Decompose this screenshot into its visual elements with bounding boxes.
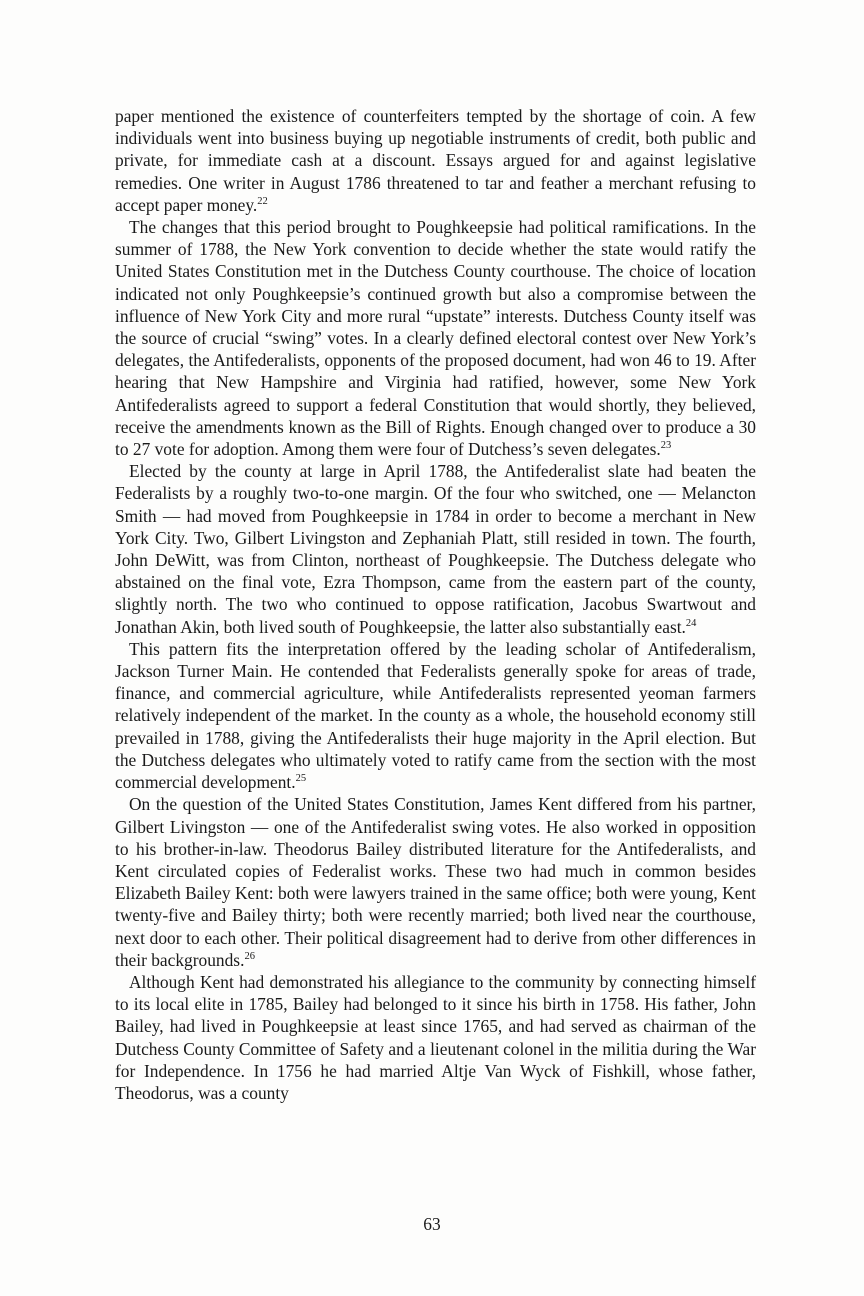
paragraph-text: On the question of the United States Constitution, James Kent differed from his partner, Gilbert Livingston — one of the Antifederalist swing votes. He also worked in opposition to his brother-in-law. Theodorus Bailey distributed literature for the Antifederalists, and Kent circulated copies of Federalist works. These two had much in common besides Elizabeth Bailey Kent: both were lawyers trained in the same office; both were young, Kent twenty-five and Bailey thirty; both were recently married; both lived near the courthouse, next door to each other. Their political disagreement had to derive from other differences in their backgrounds. <box>115 794 756 970</box>
body-text <box>115 105 756 1104</box>
paragraph <box>115 638 756 793</box>
paragraph <box>115 216 756 460</box>
paragraph-text: Although Kent had demonstrated his allegiance to the community by connecting himself to its local elite in 1785, Bailey had belonged to it since his birth in 1758. His father, John Bailey, had lived in Poughkeepsie at least since 1765, and had served as chairman of the Dutchess County Committee of Safety and a lieutenant colonel in the militia during the War for Independence. In 1756 he had married Altje Van Wyck of Fishkill, whose father, Theodorus, was a county <box>115 971 756 1103</box>
footnote-marker: 25 <box>295 773 307 785</box>
paragraph <box>115 793 756 971</box>
footnote-marker: 22 <box>257 196 268 208</box>
footnote-marker: 24 <box>685 617 697 629</box>
page-number: 63 <box>423 1214 441 1234</box>
paragraph <box>115 105 756 216</box>
paragraph-text: Elected by the county at large in April 1788, the Antifederalist slate had beaten the Federalists by a roughly two-to-one margin. Of the four who switched, one — Melancton Smith — had moved from Poughkeepsie in 1784 in order to become a merchant in New York City. Two, Gilbert Livingston and Zephaniah Platt, still resided in town. The fourth, John DeWitt, was from Clinton, northeast of Poughkeepsie. The Dutchess delegate who abstained on the final vote, Ezra Thompson, came from the eastern part of the county, slightly north. The two who continued to oppose ratification, Jacobus Swartwout and Jonathan Akin, both lived south of Poughkeepsie, the latter also substantially east. <box>115 461 756 637</box>
paragraph-text: This pattern fits the interpretation offered by the leading scholar of Antifederalism, Jackson Turner Main. He contended that Federalists generally spoke for areas of trade, finance, and commercial agriculture, while Antifederalists represented yeoman farmers relatively independent of the market. In the county as a whole, the household economy still prevailed in 1788, giving the Antifederalists their huge majority in the April election. But the Dutchess delegates who ultimately voted to ratify came from the section with the most commercial development. <box>115 638 756 793</box>
footnote-marker: 23 <box>660 440 672 452</box>
paragraph-text: The changes that this period brought to Poughkeepsie had political ramifications. In the summer of 1788, the New York convention to decide whether the state would ratify the United States Constitution met in the Dutchess County courthouse. The choice of location indicated not only Poughkeepsie’s continued growth but also a compromise between the influence of New York City and more rural “upstate” interests. Dutchess County itself was the source of crucial “swing” votes. In a clearly defined electoral contest over New York’s delegates, the Antifederalists, opponents of the proposed document, had won 46 to 19. After hearing that New Hampshire and Virginia had ratified, however, some New York Antifederalists agreed to support a federal Constitution that would shortly, they believed, receive the amendments known as the Bill of Rights. Enough changed over to produce a 30 to 27 vote for adoption. Among them were four of Dutchess’s seven delegates. <box>115 217 756 460</box>
footnote-marker: 26 <box>244 950 255 962</box>
paragraph <box>115 971 756 1104</box>
paragraph <box>115 460 756 638</box>
paragraph-text: paper mentioned the existence of counterfeiters tempted by the shortage of coin. A few individuals went into business buying up negotiable instruments of credit, both public and private, for immediate cash at a discount. Essays argued for and against legislative remedies. One writer in August 1786 threatened to tar and feather a merchant refusing to accept paper money. <box>115 106 756 215</box>
